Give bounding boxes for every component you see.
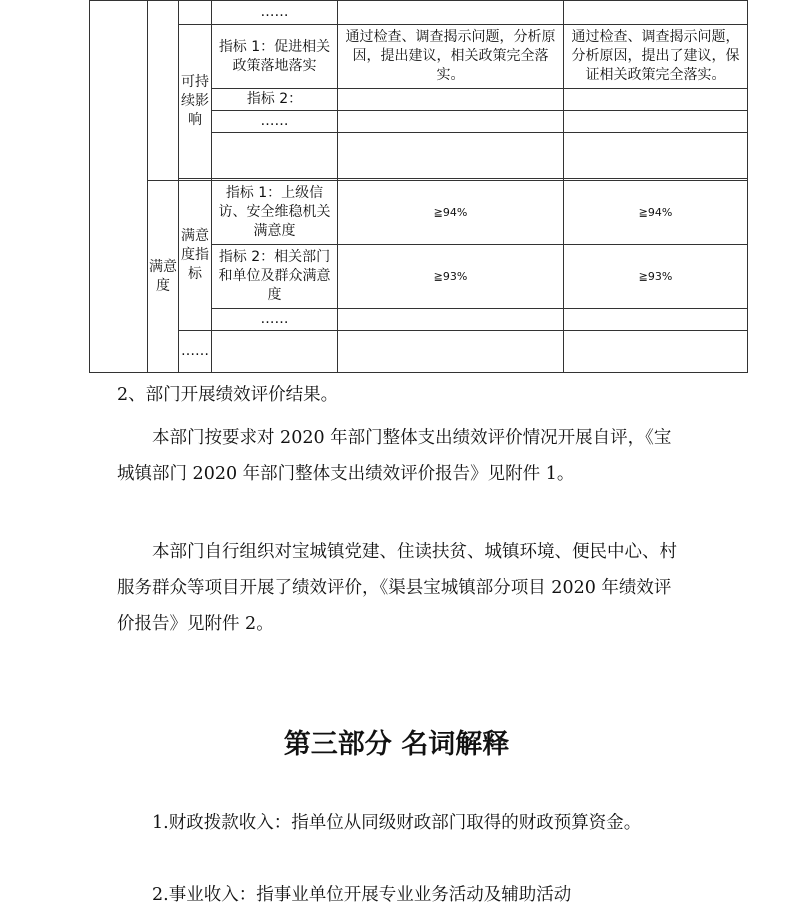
blank-cell	[338, 331, 564, 373]
performance-indicator-table	[89, 0, 748, 373]
table-row	[90, 1, 748, 25]
sustainable-impact-label: 可持续影响	[179, 25, 212, 179]
metric-cell: 指标 1：上级信访、安全维稳机关满意度	[212, 181, 338, 245]
blank-cell	[564, 331, 748, 373]
value-cell: ≧93%	[338, 245, 564, 309]
section-heading: 第三部分 名词解释	[283, 729, 510, 760]
blank-left-cell	[90, 1, 148, 373]
item-2-heading: 2、部门开展绩效评价结果。	[117, 385, 339, 405]
satisfaction-label: 满意度	[148, 181, 179, 373]
metric-cell: ……	[212, 111, 338, 133]
metric-cell: ……	[212, 1, 338, 25]
paragraph-project-evaluation: 本部门自行组织对宝城镇党建、住读扶贫、城镇环境、便民中心、村服务群众等项目开展了绩效评价，《渠县宝城镇部分项目 2020 年绩效评价报告》见附件 2。	[117, 542, 677, 634]
metric-cell: 指标 1：促进相关政策落地落实	[212, 25, 338, 89]
paragraph-self-evaluation: 本部门按要求对 2020 年部门整体支出绩效评价情况开展自评，《宝城镇部门 2020 年部门整体支出绩效评价报告》见附件 1。	[117, 428, 672, 484]
definition-business-revenue: 2.事业收入：指事业单位开展专业业务活动及辅助活动	[152, 885, 572, 905]
value-cell: 通过检查、调查揭示问题，分析原因，提出建议，相关政策完全落实。	[338, 25, 564, 89]
satisfaction-indicator-label: 满意度指标	[179, 181, 212, 331]
metric-cell: 指标 2：	[212, 89, 338, 111]
value-cell	[564, 111, 748, 133]
value-cell	[338, 309, 564, 331]
blank-cell	[212, 133, 338, 179]
value-cell	[564, 1, 748, 25]
definition-fiscal-revenue: 1.财政拨款收入：指单位从同级财政部门取得的财政预算资金。	[152, 813, 642, 833]
ellipsis-cell: ……	[179, 331, 212, 373]
table-row	[90, 331, 748, 373]
value-cell: ≧94%	[338, 181, 564, 245]
value-cell	[338, 111, 564, 133]
value-cell	[564, 309, 748, 331]
blank-cell	[179, 1, 212, 25]
metric-cell: ……	[212, 309, 338, 331]
value-cell	[338, 89, 564, 111]
value-cell: ≧94%	[564, 181, 748, 245]
table-row	[90, 181, 748, 245]
value-cell: 通过检查、调查揭示问题，分析原因，提出了建议，保证相关政策完全落实。	[564, 25, 748, 89]
blank-cell	[338, 133, 564, 179]
metric-cell: 指标 2：相关部门和单位及群众满意度	[212, 245, 338, 309]
value-cell	[338, 1, 564, 25]
value-cell: ≧93%	[564, 245, 748, 309]
value-cell	[564, 89, 748, 111]
blank-cell	[148, 1, 179, 181]
blank-cell	[212, 331, 338, 373]
blank-cell	[564, 133, 748, 179]
table-row	[90, 25, 748, 89]
